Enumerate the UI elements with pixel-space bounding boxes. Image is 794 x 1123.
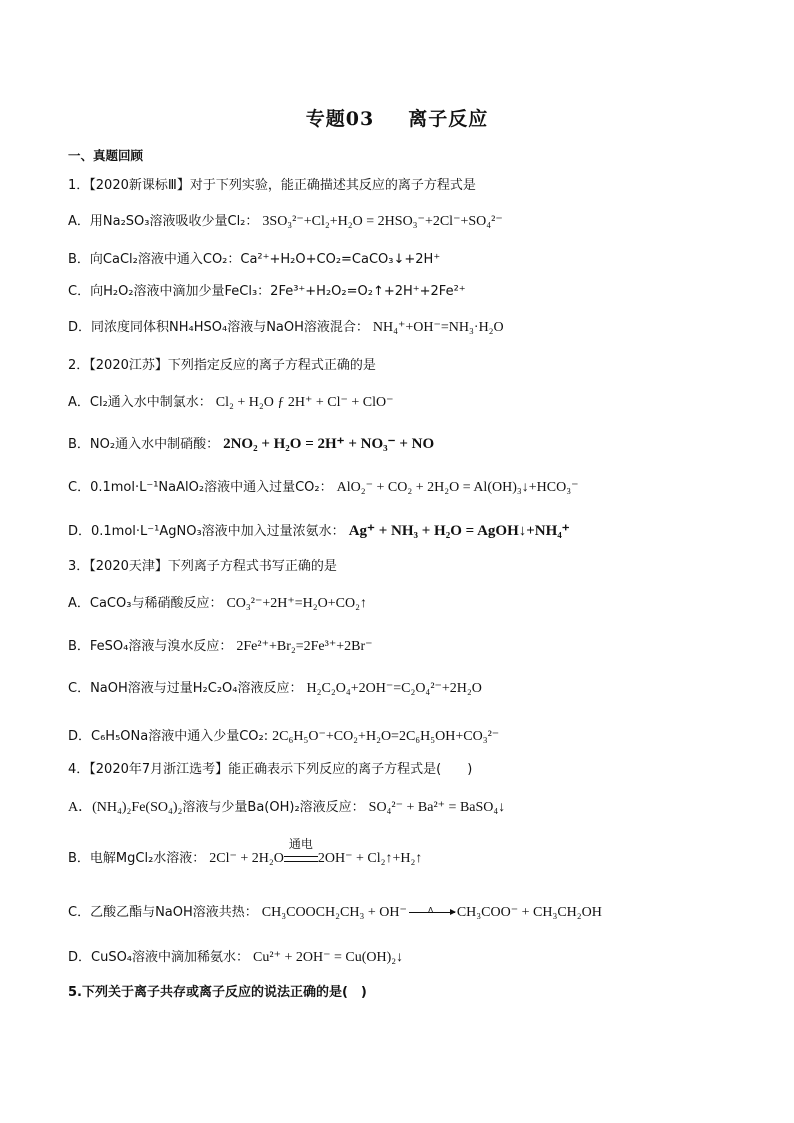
q3-stem: 3．【2020天津】下列离子方程式书写正确的是 (68, 559, 337, 574)
q4-option-c (68, 902, 602, 923)
q2-d-equation: Ag⁺ + NH₃ + H₂O = AgOH↓+NH₄⁺ (348, 523, 570, 539)
q1-stem: 1．【2020新课标Ⅲ】对于下列实验，能正确描述其反应的离子方程式是 (68, 178, 476, 193)
page-title (0, 104, 794, 131)
q1-option-b: B．向CaCl₂溶液中通入CO₂：Ca²⁺+H₂O+CO₂=CaCO₃↓+2H⁺ (68, 252, 441, 267)
q3-a-equation: CO₃²⁻+2H⁺=H₂O+CO₂↑ (226, 596, 368, 611)
double-bar (284, 856, 318, 862)
q3-b-text: B．FeSO₄溶液与溴水反应： (68, 639, 233, 654)
q4-option-b (68, 837, 423, 869)
q4-c-text: C．乙酸乙酯与NaOH溶液共热： (68, 905, 258, 920)
q4-a-equation: SO₄²⁻ + Ba²⁺ = BaSO₄↓ (368, 800, 506, 815)
q3-b-equation: 2Fe²⁺+Br₂=2Fe³⁺+2Br⁻ (236, 639, 373, 654)
q1-option-d (68, 317, 504, 338)
q2-b-text: B．NO₂通入水中制硝酸： (68, 437, 220, 452)
q3-c-text: C．NaOH溶液与过量H₂C₂O₄溶液反应： (68, 681, 303, 696)
title-left: 专题03 (305, 108, 375, 130)
q4-c-equation-left: CH₃COOCH₂CH₃ + OH⁻ (261, 905, 407, 920)
q4-option-a (68, 797, 505, 818)
q4-b-equation-left: 2Cl⁻ + 2H₂O (209, 851, 284, 866)
q4-c-equation-right: CH₃COO⁻ + CH₃CH₂OH (456, 905, 602, 920)
q2-option-a (68, 392, 394, 413)
q2-b-equation: 2NO₂ + H₂O = 2H⁺ + NO₃⁻ + NO (223, 436, 435, 452)
q4-stem: 4．【2020年7月浙江选考】能正确表示下列反应的离子方程式是( ) (68, 762, 473, 777)
q3-c-equation: H₂C₂O₄+2OH⁻=C₂O₄²⁻+2H₂O (306, 681, 482, 696)
q3-a-text: A．CaCO₃与稀硝酸反应： (68, 596, 223, 611)
q2-c-equation: AlO₂⁻ + CO₂ + 2H₂O = Al(OH)₃↓+HCO₃⁻ (336, 480, 579, 495)
q4-a-text: 溶液与少量Ba(OH)₂溶液反应： (182, 800, 365, 815)
q2-option-d (68, 521, 570, 542)
section-heading: 一、真题回顾 (68, 148, 144, 163)
q2-a-equation: Cl₂ + H₂O ƒ 2H⁺ + Cl⁻ + ClO⁻ (215, 395, 394, 410)
q4-d-equation: Cu²⁺ + 2OH⁻ = Cu(OH)₂↓ (253, 950, 404, 965)
q4-b-equation-right: 2OH⁻ + Cl₂↑+H₂↑ (317, 851, 423, 866)
q1-d-equation: NH₄⁺+OH⁻=NH₃·H₂O (372, 320, 504, 335)
q2-option-b (68, 434, 434, 455)
electrolysis-sign (284, 837, 318, 868)
q3-d-equation: 2C₆H₅O⁻+CO₂+H₂O=2C₆H₅OH+CO₃²⁻ (272, 729, 500, 744)
q1-a-text: A．用Na₂SO₃溶液吸收少量Cl₂： (68, 214, 259, 229)
heat-label: Δ (427, 906, 434, 915)
reaction-arrow-icon (409, 906, 455, 915)
q3-option-b (68, 636, 373, 657)
q2-option-c (68, 477, 578, 498)
q3-option-c (68, 678, 482, 699)
q2-a-text: A．Cl₂通入水中制氯水： (68, 395, 212, 410)
q4-d-text: D．CuSO₄溶液中滴加稀氨水： (68, 950, 250, 965)
title-right: 离子反应 (408, 108, 489, 130)
q2-d-text: D．0.1mol·L⁻¹AgNO₃溶液中加入过量浓氨水： (68, 524, 345, 539)
q4-a-prefix: A．(NH₄)₂Fe(SO₄)₂ (68, 800, 183, 815)
q4-b-text: B．电解MgCl₂水溶液： (68, 851, 206, 866)
q5-stem: 5.下列关于离子共存或离子反应的说法正确的是( ) (68, 985, 367, 1000)
q2-c-text: C．0.1mol·L⁻¹NaAlO₂溶液中通入过量CO₂： (68, 480, 333, 495)
q1-option-a (68, 211, 503, 232)
electrolysis-label: 通电 (288, 837, 313, 851)
q3-d-text: D．C₆H₅ONa溶液中通入少量CO₂: (68, 729, 269, 744)
q2-stem: 2．【2020江苏】下列指定反应的离子方程式正确的是 (68, 358, 376, 373)
q1-option-c: C．向H₂O₂溶液中滴加少量FeCl₃：2Fe³⁺+H₂O₂=O₂↑+2H⁺+2Fe²⁺ (68, 284, 466, 299)
q3-option-a (68, 593, 367, 614)
q1-a-equation: 3SO₃²⁻+Cl₂+H₂O = 2HSO₃⁻+2Cl⁻+SO₄²⁻ (262, 214, 503, 229)
q1-d-text: D．同浓度同体积NH₄HSO₄溶液与NaOH溶液混合： (68, 320, 369, 335)
q4-option-d (68, 947, 403, 968)
q3-option-d (68, 726, 499, 747)
